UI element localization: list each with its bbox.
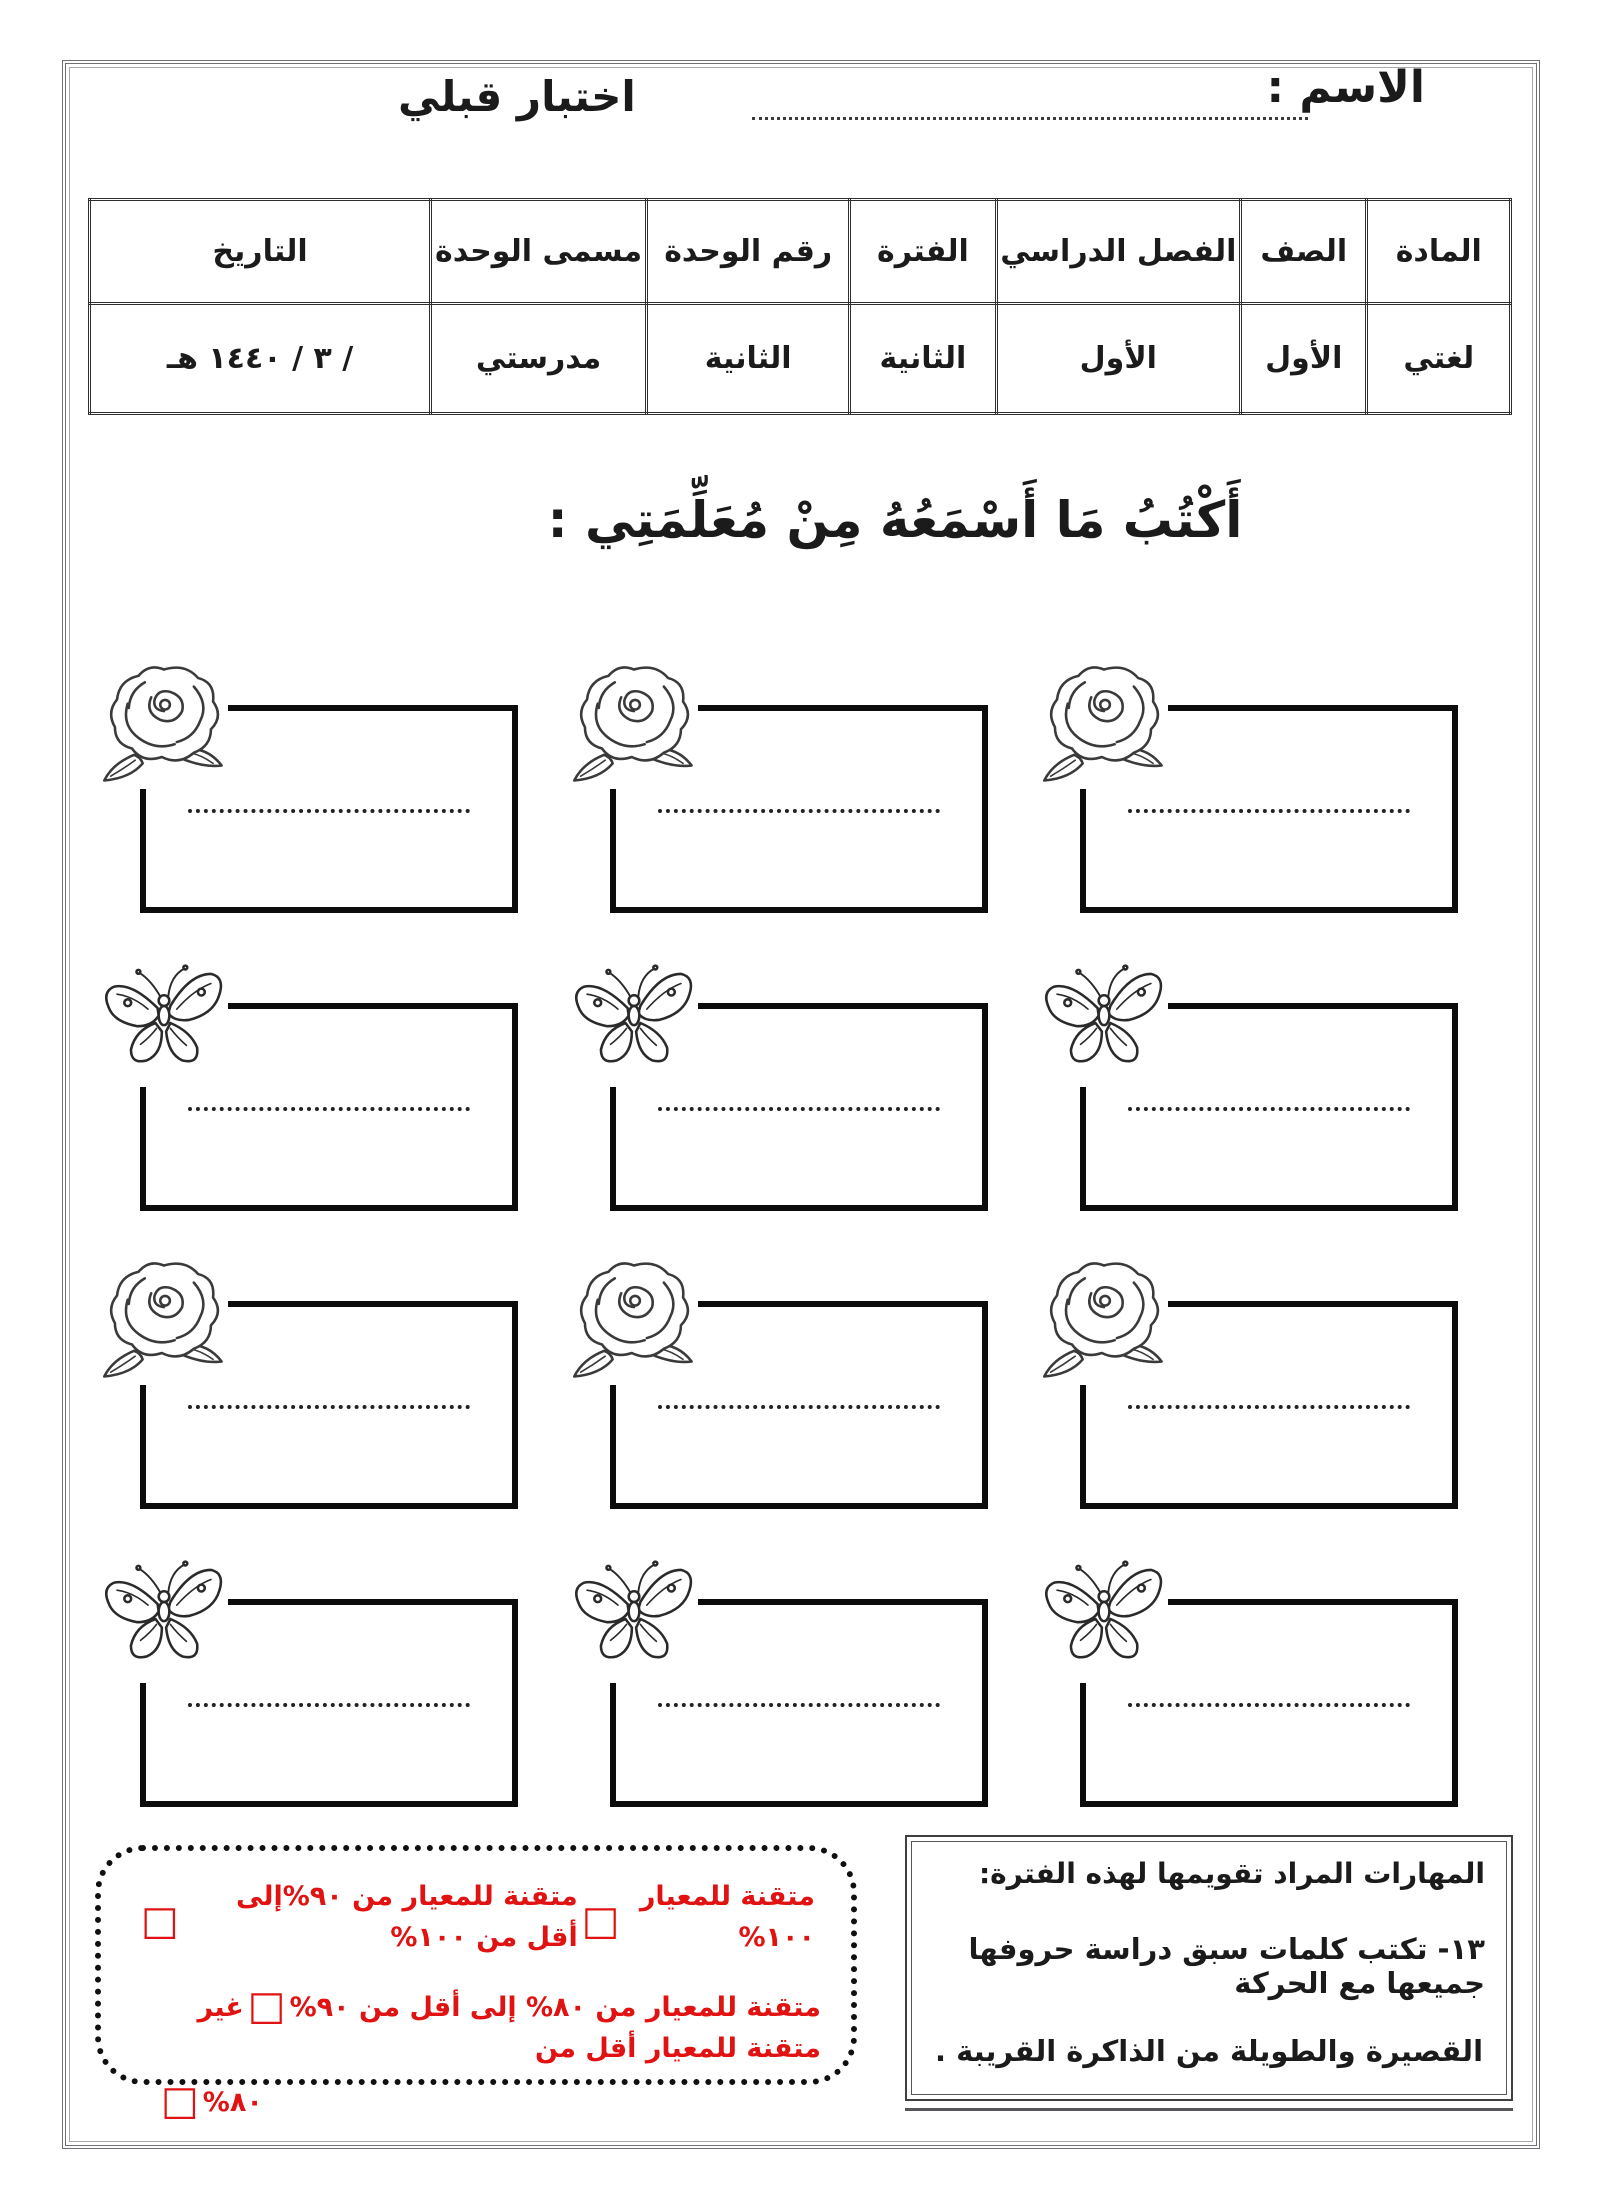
answer-write-line[interactable] <box>188 1405 470 1409</box>
rubric-checkbox[interactable]: □ <box>161 2078 199 2124</box>
butterfly-icon <box>100 959 228 1087</box>
skills-title: المهارات المراد تقويمها لهذه الفترة: <box>978 1857 1485 1890</box>
rose-icon <box>1040 661 1168 789</box>
name-input-line[interactable] <box>752 90 1308 120</box>
table-header-row <box>90 200 1511 304</box>
header-unit-number: رقم الوحدة <box>647 200 850 304</box>
header-subject: المادة <box>1367 200 1511 304</box>
table-value-row <box>90 304 1511 414</box>
rose-icon <box>100 1257 228 1385</box>
answer-box <box>610 1599 988 1807</box>
rubric-line-1: متقنة للمعيار ١٠٠% □ متقنة للمعيار من ٩٠%إلى أقل من ١٠٠% □ <box>131 1877 821 1958</box>
butterfly-icon <box>1040 1555 1168 1683</box>
rubric-text: غير متقنة للمعيار أقل من <box>197 1992 821 2064</box>
header-semester: الفصل الدراسي <box>996 200 1240 304</box>
answer-box <box>140 1599 518 1807</box>
skills-item-line-2: القصيرة والطويلة من الذاكرة القريبة . <box>934 2034 1484 2068</box>
answer-write-line[interactable] <box>188 1703 470 1707</box>
rubric-text: ٨٠% <box>202 2087 263 2118</box>
dictation-prompt: أَكْتُبُ مَا أَسْمَعُهُ مِنْ مُعَلِّمَتِي : <box>547 491 1243 549</box>
answer-write-line[interactable] <box>1128 1107 1410 1111</box>
butterfly-icon <box>570 959 698 1087</box>
value-unit-name: مدرستي <box>431 304 647 414</box>
answer-write-line[interactable] <box>188 809 470 813</box>
answer-write-line[interactable] <box>658 1107 940 1111</box>
butterfly-icon <box>570 1555 698 1683</box>
answer-box <box>610 705 988 913</box>
answer-box <box>140 1003 518 1211</box>
answer-write-line[interactable] <box>188 1107 470 1111</box>
exam-title: اختبار قبلي <box>398 72 636 121</box>
value-unit-number: الثانية <box>647 304 850 414</box>
answer-write-line[interactable] <box>1128 1703 1410 1707</box>
answer-write-line[interactable] <box>658 809 940 813</box>
answer-box <box>1080 705 1458 913</box>
answer-write-line[interactable] <box>1128 809 1410 813</box>
header-date: التاريخ <box>90 200 431 304</box>
rose-icon <box>1040 1257 1168 1385</box>
rubric-text: متقنة للمعيار من ٨٠% إلى أقل من ٩٠% <box>289 1992 821 2023</box>
rubric-line-3 <box>131 2078 821 2124</box>
answer-box <box>1080 1301 1458 1509</box>
answer-write-line[interactable] <box>658 1405 940 1409</box>
header-grade: الصف <box>1241 200 1367 304</box>
answer-box <box>140 705 518 913</box>
answer-write-line[interactable] <box>1128 1405 1410 1409</box>
rubric-line-2 <box>131 1983 821 2069</box>
exam-info-table <box>88 198 1512 415</box>
value-grade: الأول <box>1241 304 1367 414</box>
skills-box <box>905 1835 1513 2101</box>
header-unit-name: مسمى الوحدة <box>431 200 647 304</box>
answer-box <box>140 1301 518 1509</box>
answer-box <box>1080 1003 1458 1211</box>
rose-icon <box>100 661 228 789</box>
name-label: الاسم : <box>1266 62 1425 113</box>
header-period: الفترة <box>850 200 996 304</box>
rubric-box <box>95 1845 857 2124</box>
answer-box <box>610 1301 988 1509</box>
answer-grid <box>140 705 1460 1807</box>
value-period: الثانية <box>850 304 996 414</box>
rose-icon <box>570 661 698 789</box>
value-subject: لغتي <box>1367 304 1511 414</box>
answer-box <box>1080 1599 1458 1807</box>
value-date: / ٣ / ١٤٤٠ هـ <box>90 304 431 414</box>
value-semester: الأول <box>996 304 1240 414</box>
rose-icon <box>570 1257 698 1385</box>
butterfly-icon <box>100 1555 228 1683</box>
rubric-checkbox[interactable]: □ <box>247 1983 286 2029</box>
rubric-text: متقنة للمعيار من ٩٠%إلى أقل من ١٠٠% <box>236 1881 578 1953</box>
answer-box <box>610 1003 988 1211</box>
butterfly-icon <box>1040 959 1168 1087</box>
skills-item-line-1: ١٣- تكتب كلمات سبق دراسة حروفها جميعها مع الحركة <box>968 1932 1485 2000</box>
answer-write-line[interactable] <box>658 1703 940 1707</box>
rubric-text: متقنة للمعيار ١٠٠% <box>639 1881 815 1953</box>
